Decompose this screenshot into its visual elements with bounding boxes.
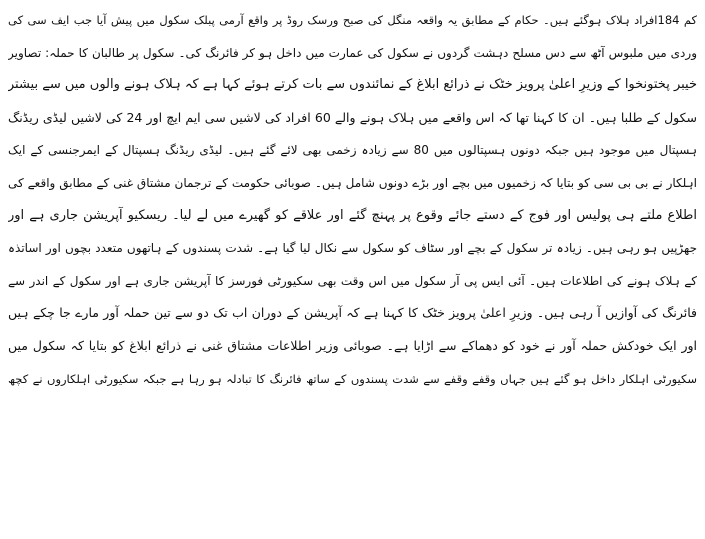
article-line-8: جھڑپیں ہو رہی ہیں۔ زیادہ تر سکول کے بچے اور سٹاف کو سکول سے نکال لیا گیا ہے۔ شدت پسندوں کے ہاتھوں متعدد بچوں اور اساتذہ [8, 241, 697, 256]
article-line-7: اطلاع ملتے ہی پولیس اور فوج کے دستے جائے وقوع پر پہنچ گئے اور علاقے کو گھیرے میں لے لیا۔ ریسکیو آپریشن جاری ہے اور [8, 207, 697, 223]
article-line-10: فائرنگ کی آوازیں آ رہی ہیں۔ وزیرِ اعلیٰ پرویز خٹک کا کہنا ہے کہ آپریشن کے دوران اب تک دو سے تین حملہ آور مارے جا چکے ہیں [8, 305, 697, 321]
article-line-5: ہسپتال میں موجود ہیں جبکہ دونوں ہسپتالوں میں 80 سے زیادہ زخمی بھی لائے گئے ہیں۔ لیڈی ریڈنگ ہسپتال کے ایمرجنسی کے ایک [8, 143, 697, 158]
article-line-2: وردی میں ملبوس آٹھ سے دس مسلح دہشت گردوں نے سکول کی عمارت میں داخل ہو کر فائرنگ کی۔ سکول پر طالبان کا حملہ: تصاویر [8, 45, 697, 60]
article-line-4: سکول کے طلبا ہیں۔ ان کا کہنا تھا کہ اس واقعے میں ہلاک ہونے والے 60 افراد کی لاشیں سی ایم ایچ اور 24 کی لاشیں لیڈی ریڈنگ [8, 109, 697, 125]
article-line-12: سکیورٹی اہلکار داخل ہو گئے ہیں جہاں وقفے وقفے سے شدت پسندوں کے ساتھ فائرنگ کا تبادلہ ہو رہا ہے جبکہ سکیورٹی اہلکاروں نے کچھ [8, 371, 697, 386]
article-line-3: خیبر پختونخوا کے وزیرِ اعلیٰ پرویز خٹک نے ذرائع ابلاغ کے نمائندوں سے بات کرتے ہوئے کہا ہے کہ ہلاک ہونے والوں میں سے بیشتر [8, 77, 697, 93]
article-line-11: اور ایک خودکش حملہ آور نے خود کو دھماکے سے اڑایا ہے۔ صوبائی وزیر اطلاعات مشتاق غنی نے ذرائع ابلاغ کو بتایا کہ سکول میں [8, 337, 697, 353]
article-line-9: کے ہلاک ہونے کی اطلاعات ہیں۔ آئی ایس پی آر سکول میں اس وقت بھی سکیورٹی فورسز کا آپریشن جاری ہے اور سکول کے اندر سے [8, 273, 697, 288]
article-line-1: کم 184افراد ہلاک ہوگئے ہیں۔ حکام کے مطابق یہ واقعہ منگل کی صبح ورسک روڈ پر واقع آرمی پبلک سکول میں پیش آیا جب ایف سی کی [8, 13, 697, 27]
article-line-6: اہلکار نے بی بی سی کو بتایا کہ زخمیوں میں بچے اور بڑے دونوں شامل ہیں۔ صوبائی حکومت کے ترجمان مشتاق غنی کے مطابق واقعے کی [8, 175, 697, 190]
